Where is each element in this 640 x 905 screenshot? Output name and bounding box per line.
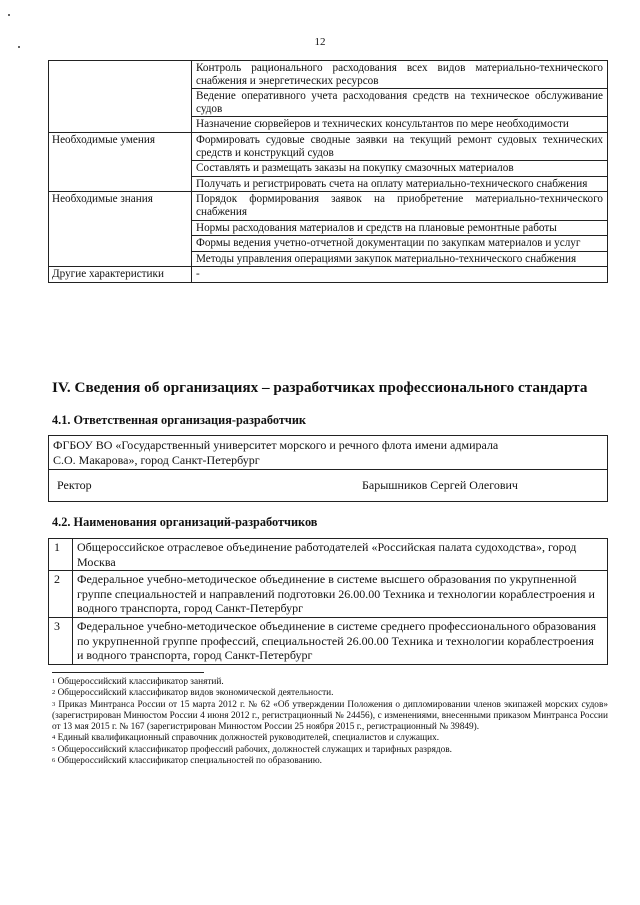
section-title: IV. Сведения об организациях – разработчиках профессионального стандарта bbox=[52, 379, 588, 396]
footnote-divider bbox=[52, 672, 204, 673]
table-row bbox=[49, 436, 608, 470]
row-label bbox=[49, 61, 192, 133]
footnote-mark: 2 bbox=[52, 689, 56, 697]
table-row bbox=[49, 61, 608, 89]
table-row bbox=[49, 617, 608, 664]
table-cell: - bbox=[192, 267, 608, 283]
row-number: 3 bbox=[49, 617, 73, 664]
table-cell: Порядок формирования заявок на приобретение материально-технического снабжения bbox=[192, 192, 608, 220]
footnote-mark: 5 bbox=[52, 745, 56, 753]
footnote-mark: 6 bbox=[52, 757, 56, 765]
developer-name: Общероссийское отраслевое объединение работодателей «Российская палата судоходства», город Москва bbox=[73, 539, 608, 571]
footnote bbox=[52, 733, 608, 744]
footnote bbox=[52, 688, 608, 699]
signatory-cell bbox=[49, 470, 608, 502]
scan-speck bbox=[8, 14, 10, 16]
footnote bbox=[52, 677, 608, 688]
row-number: 2 bbox=[49, 571, 73, 618]
page-number: 12 bbox=[314, 36, 326, 48]
table-cell: Составлять и размещать заказы на покупку смазочных материалов bbox=[192, 161, 608, 177]
footnote-text: Общероссийский классификатор профессий рабочих, должностей служащих и тарифных разрядов. bbox=[57, 744, 452, 755]
footnotes bbox=[52, 677, 608, 767]
table-row bbox=[49, 539, 608, 571]
row-label: Другие характеристики bbox=[49, 267, 192, 283]
signatory-position: Ректор bbox=[57, 478, 92, 492]
developer-name: Федеральное учебно-методическое объединение в системе среднего профессионального образования по укрупненной группе профессий, специальностей 26.00.00 Техника и технологии кораблестроения и водного транспорта, город Санкт-Петербург bbox=[73, 617, 608, 664]
footnote-mark: 1 bbox=[52, 678, 56, 685]
table-cell: Назначение сюрвейеров и технических консультантов по мере необходимости bbox=[192, 117, 608, 133]
org-name-line: ФГБОУ ВО «Государственный университет морского и речного флота имени адмирала bbox=[53, 438, 499, 452]
responsible-org-heading: 4.1. Ответственная организация-разработчик bbox=[52, 413, 306, 427]
footnote-text: Единый квалификационный справочник должностей руководителей, специалистов и служащих. bbox=[57, 733, 440, 744]
table-cell: Формы ведения учетно-отчетной документации по закупкам материалов и услуг bbox=[192, 236, 608, 252]
table-cell: Нормы расходования материалов и средств на плановые ремонтные работы bbox=[192, 220, 608, 236]
footnote-mark: 3 bbox=[52, 700, 56, 708]
org-name-cell bbox=[49, 436, 608, 470]
footnote-text: Приказ Минтранса России от 15 марта 2012 г. № 62 «Об утверждении Положения о дипломировании членов экипажей морских судов» (зарегистрирован Минюстом России 4 июня 2012 г., регистрационный № 24456), с изменениями, внесенными приказом Минтранса России от 13 мая 2015 г. № 167 (зарегистрирован Минюстом России 25 ноября 2015 г., регистрационный № 39849). bbox=[52, 699, 608, 733]
responsible-org-table bbox=[48, 435, 608, 502]
footnote bbox=[52, 756, 608, 767]
developer-name: Федеральное учебно-методическое объединение в системе высшего образования по укрупненной группе специальностей и направлений подготовки 26.00.00 Техника и технологии кораблестроения и водного транспорта, город Санкт-Петербург bbox=[73, 571, 608, 618]
table-row bbox=[49, 470, 608, 502]
table-cell: Получать и регистрировать счета на оплату материально-технического снабжения bbox=[192, 176, 608, 192]
signatory-name: Барышников Сергей Олегович bbox=[362, 478, 518, 492]
table-row bbox=[49, 192, 608, 220]
labor-functions-table bbox=[48, 60, 608, 283]
footnote-text: Общероссийский классификатор видов экономической деятельности. bbox=[57, 688, 334, 699]
footnote-text: Общероссийский классификатор занятий. bbox=[57, 677, 224, 687]
table-row bbox=[49, 267, 608, 283]
footnote-mark: 4 bbox=[52, 734, 56, 742]
row-number: 1 bbox=[49, 539, 73, 571]
table-cell: Ведение оперативного учета расходования средств на техническое обслуживание судов bbox=[192, 89, 608, 117]
developers-heading: 4.2. Наименования организаций-разработчиков bbox=[52, 515, 318, 529]
row-label: Необходимые знания bbox=[49, 192, 192, 267]
footnote bbox=[52, 745, 608, 756]
table-row bbox=[49, 571, 608, 618]
org-name-line: С.О. Макарова», город Санкт-Петербург bbox=[53, 452, 260, 467]
developers-table bbox=[48, 538, 608, 665]
row-label: Необходимые умения bbox=[49, 132, 192, 191]
table-row bbox=[49, 132, 608, 160]
footnote bbox=[52, 700, 608, 734]
table-cell: Методы управления операциями закупок материально-технического снабжения bbox=[192, 251, 608, 267]
table-cell: Формировать судовые сводные заявки на текущий ремонт судовых технических средств и конструкций судов bbox=[192, 132, 608, 160]
footnote-text: Общероссийский классификатор специальностей по образованию. bbox=[57, 756, 323, 767]
table-cell: Контроль рационального расходования всех видов материально-технического снабжения и энергетических ресурсов bbox=[192, 61, 608, 89]
